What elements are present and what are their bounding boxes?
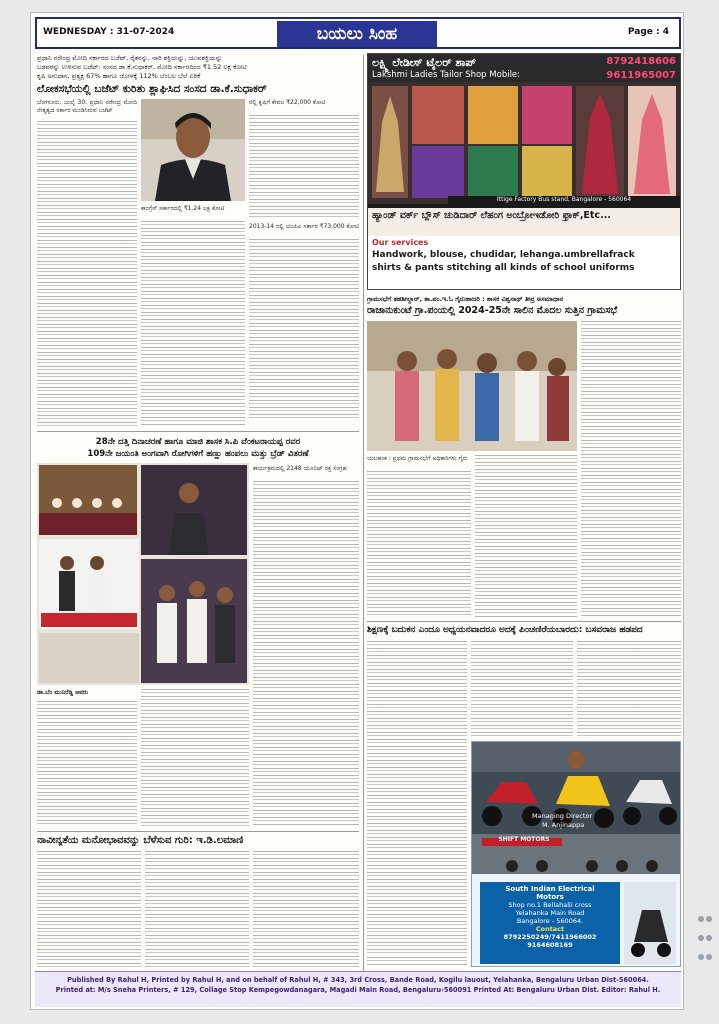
article1-col3-text-b — [249, 239, 359, 419]
venkat-headline-2: 109ನೇ ಜಯಂತಿ ಅಂಗವಾಗಿ ರೋಗಿಗಳಿಗೆ ಹಣ್ಣು ಹಂಪಲು ಮತ್ತು ಬ್ರೆಡ್ ವಿತರಣೆ — [87, 449, 309, 459]
article1-kicker-2: ಬಡವರನ್ನು ಉಳಿಸುವ ಬಜೆಟ್: ಸಂಸದ ಡಾ.ಕೆ.ಸುಧಾಕರ್, ಮೋದಿ ಸರ್ಕಾರದಿಂದ ₹1.52 ಲಕ್ಷ ಕೋಟಿ — [37, 63, 247, 71]
newspaper-title: ಬಯಲು ಸಿಂಹ — [277, 21, 437, 47]
tailor-ad-dress-photos — [368, 82, 680, 204]
section-divider-right — [367, 621, 681, 622]
article1-col1-text — [37, 121, 137, 427]
motors-ad-person-name: M. Anjinappa — [542, 821, 585, 829]
article1-col3-text-a — [249, 115, 359, 219]
tailor-ad-phone2: 9611965007 — [606, 70, 676, 81]
motors-ad-name-2: Motors — [536, 893, 564, 901]
venkat-col1-text — [37, 701, 137, 827]
masthead — [35, 17, 681, 49]
page-indicator-dots-icon[interactable] — [697, 908, 713, 965]
bottom-article-col3-text — [253, 851, 359, 967]
tailor-ad-title-kn: ಲಕ್ಷ್ಮಿ ಲೇಡೀಸ್ ಟೈಲರ್ ಶಾಪ್ — [372, 56, 477, 69]
motors-ad-banner: SHIFT MOTORS — [498, 836, 550, 843]
motors-ad-name-1: South Indian Electrical — [505, 885, 595, 893]
gram-article-col-mid-text — [475, 455, 577, 617]
motors-ad-address-3: Bangalore - 560064. — [516, 917, 584, 925]
tailor-ad-services-en-2: shirts & pants stitching all kinds of school uniforms — [372, 263, 635, 273]
motors-ad-info-box — [480, 882, 620, 964]
motors-ad-phone-2: 9164608169 — [527, 941, 573, 949]
venkat-figure: ಕಾರ್ಯಕ್ರಮದಲ್ಲಿ 2148 ಯೂನಿಟ್ ರಕ್ತ ಸಂಗ್ರಹ — [253, 465, 347, 472]
bottom-article-headline: ನಾವೀನ್ಯತೆಯ ಮನೋಭಾವವನ್ನು ಬೆಳೆಸುವ ಗುರಿ: ಇ.ಡಿ.ಲಮಾಣಿ — [37, 835, 244, 846]
teacher-article-col1-text — [367, 641, 467, 955]
gram-article-kicker: ಗ್ರಾಮಸಭೆಗೆ ತಹಶೀಲ್ದಾರ್, ತಾ.ಪಂ.ಇ.ಓ ಗೈರುಹಾಜರಿ : ಶಾಸಕ ವಿಶ್ವನಾಥ್ ತೀವ್ರ ಅಸಮಾಧಾನ — [367, 295, 564, 303]
tailor-ad-title-en: Lakshmi Ladies Tailor Shop Mobile: — [372, 70, 521, 80]
article1-col2-note: ಕಾಂಗ್ರೆಸ್ ಸರ್ಕಾರದಲ್ಲಿ ₹1.24 ಲಕ್ಷ ಕೋಟಿ — [141, 205, 225, 212]
issue-date: WEDNESDAY : 31-07-2024 — [43, 27, 175, 37]
venkat-headline-1: 28ನೇ ದತ್ತಿ ದಿನಾಚರಣೆ ಹಾಗೂ ಮಾಜಿ ಶಾಸಕ ಸಿ.ಪಿ ವೆಂಕಟರಾಯಪ್ಪ ರವರ — [95, 437, 301, 447]
scooter-small-photo — [624, 882, 676, 964]
motors-ad — [471, 741, 681, 967]
section-divider-bottom — [37, 831, 359, 832]
venkat-col3-text — [253, 481, 359, 827]
article1-col3-fig2: 2013-14 ರಲ್ಲಿ ಯುಪಿಎ ಸರ್ಕಾರ ₹73,000 ಕೋಟಿ — [249, 223, 359, 230]
motors-ad-phone-1: 8792250249/7411966002 — [503, 933, 597, 941]
venkat-col2-text — [141, 689, 249, 827]
venkat-photo-caption: ಡಾ.ಬೆಂ ಮುನಿರೆಡ್ಡಿ ಅವರು — [37, 689, 89, 696]
gram-article-body-lead: ಯಲಹಂಕ : ಪ್ರಥಮ ಗ್ರಾಮಸಭೆಗೆ ಅಧಿಕಾರಿಗಳು ಗೈರು — [367, 455, 468, 462]
motors-ad-person-label: Managing Director — [532, 812, 593, 820]
motors-ad-contact-label: Contact — [535, 925, 565, 933]
motors-ad-address-1: Shop no.1 Bellahalli cross — [508, 901, 592, 909]
imprint-line-2: Printed at: M/s Sneha Printers, # 129, Collage Stop Kempegowdanagara, Magadi Main Road, Bengaluru-560091 Printed At: Bengaluru Urban Dist. Editor: Rahul H. — [55, 986, 661, 994]
venkat-event-photos — [37, 463, 249, 685]
tailor-ad-phone1: 8792418606 — [606, 56, 676, 67]
imprint-footer — [35, 971, 681, 1007]
newspaper-page — [30, 12, 684, 1010]
article1-portrait-photo — [141, 99, 245, 201]
tailor-ad-services-kn: ಹ್ಯಾಂಡ್ ವರ್ಕ್ ಬ್ಲೌಸ್ ಚುಡಿದಾರ್ ಲೆಹಂಗ ಅಂಬ್ರೋಇಡೋರಿ ಫ್ರಾಕ್,Etc... — [368, 208, 680, 236]
bottom-article-col2-text — [145, 851, 249, 967]
imprint-line-1: Published By Rahul H, Printed by Rahul H, and on behalf of Rahul H, # 343, 3rd Cross, Bande Road, Kogilu lauout, Yelahanka, Bengaluru Urban Dist-560064. — [67, 976, 649, 984]
teacher-article-headline: ಶಿಕ್ಷಣಕ್ಕೆ ಬದುಕನ ಎಂದೂ ಅಧ್ಯಯನವಾದರೂ ಅದಕ್ಕೆ ಪಿಂಚಣಿರೆಯಬಾರದು: ಬಸವರಾಜ ಹಡಪದ — [367, 625, 643, 635]
motors-ad-address-2: Yelahanka Main Road — [515, 909, 585, 917]
article1-col2-text — [141, 221, 245, 427]
teacher-article-col3-text — [577, 641, 681, 737]
tailor-ad — [367, 53, 681, 290]
gram-article-col2-text — [581, 321, 681, 617]
article1-kicker-1: ಪ್ರಧಾನಿ ನರೇಂದ್ರ ಮೋದಿ ಸರ್ಕಾರದ ಬಜೆಟ್, ರೈತರನ್ನು, ನಾರಿ ಶಕ್ತಿಯನ್ನು, ಯುವಶಕ್ತಿಯನ್ನು — [37, 54, 223, 62]
article1-lead: ಬೆಂಗಳೂರು, ಜುಲೈ 30. ಪ್ರಧಾನಿ ನರೇಂದ್ರ ಮೋದಿ ನೇತೃತ್ವದ ಸರ್ಕಾರ ಮಂಡಿಸಿರುವ ಬಜೆಟ್ — [37, 99, 137, 114]
tailor-ad-services-label: Our services — [372, 238, 429, 247]
bottom-article-col1-text — [37, 851, 141, 967]
tailor-ad-address: Ittige Factory Bus stand, Bangalore - 560064 — [448, 196, 680, 206]
tailor-ad-services-en-1: Handwork, blouse, chudidar, lehanga.umbrellafrack — [372, 250, 635, 260]
gram-article-headline: ರಾಜಾನುಕುಂಟೆ ಗ್ರಾ.ಪಂಯಲ್ಲಿ 2024-25ನೇ ಸಾಲಿನ ಮೊದಲ ಸುತ್ತಿನ ಗ್ರಾಮಸಭೆ — [367, 305, 618, 316]
column-divider — [363, 55, 364, 971]
article1-headline: ಲೋಕಸಭೆಯಲ್ಲಿ ಬಜೆಟ್ ಕುರಿತು ಶ್ಲಾಘಿಸಿದ ಸಂಸದ ಡಾ.ಕೆ.ಸುಧಾಕರ್ — [37, 83, 267, 95]
page-number: Page : 4 — [627, 27, 669, 37]
section-divider — [37, 431, 359, 432]
gram-article-col1-text — [367, 471, 471, 617]
gram-sabha-photo — [367, 321, 577, 451]
teacher-article-col2-text — [471, 641, 573, 737]
teacher-article-tail-text — [367, 957, 467, 967]
article1-kicker-3: ಕೃಷಿ ಅನುದಾನ, ಪ್ರತ್ಯಕ್ಷ 67% ಹಾಗೂ ಜೋಳಕ್ಕೆ 112% ಬೆಂಬಲ ಬೆಲೆ ಏರಿಕೆ — [37, 72, 201, 80]
article1-col3-fig1: ರಲ್ಲಿ ಕೃಷಿಗೆ ಕೇವಲ ₹22,000 ಕೋಟಿ — [249, 99, 326, 106]
